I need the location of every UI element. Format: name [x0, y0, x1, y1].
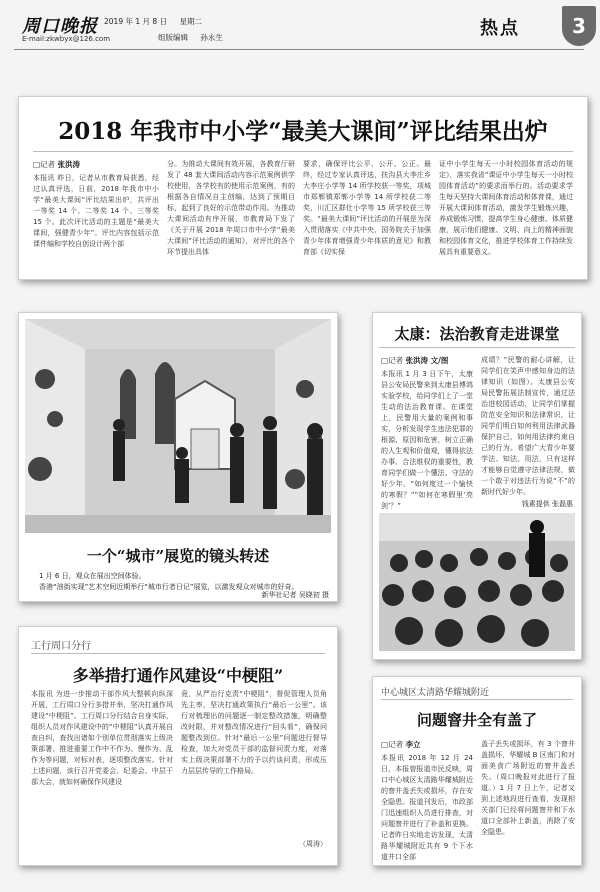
page-number-tab: 3 [562, 6, 596, 46]
exhibition-photo-credit: 新华社记者 吴晓初 摄 [261, 591, 329, 599]
section-name: 热点 [480, 18, 520, 39]
byline-label: □记者 [381, 740, 404, 749]
issue-date: 2019 年 1 月 8 日 [104, 17, 168, 26]
taikang-headline: 太康：法治教育走进课堂 [394, 325, 560, 343]
masthead [8, 4, 592, 48]
byline-name: 张洪涛 文/图 [405, 356, 449, 365]
byline-label: □记者 [381, 356, 404, 365]
masthead-editor-line [158, 32, 233, 43]
manhole-byline [381, 739, 420, 750]
bank-column-1: 本报讯 为进一步推动干部作风大整顿向纵深开展，工行周口分行多措并举，坚决打通作风建设“中梗阻”。工行周口分行结合自身实际，组织人员对作风建设中的“中梗阻”认真开展自查自纠，查找出诸如个别单位贯彻落实上级决策部署、推进重要工作中不作为、慢作为、乱作为等问题，对标对表，逐项整改落实。针对上述问题，该行召开党委会、纪委会、中层干部大会，就如何确保作风建设 [31, 690, 173, 786]
taikang-byline [381, 355, 448, 366]
editor-name: 孙永生 [200, 33, 223, 42]
bank-headline: 多举措打通作风建设“中梗阻” [72, 666, 284, 685]
classroom-photo [379, 513, 575, 651]
newspaper-title: 周口晚报 [22, 16, 98, 37]
masthead-date-line [104, 16, 212, 27]
lead-story-card [18, 96, 588, 280]
manhole-column-1: 本报讯 2018 年 12 月 24 日，本报曾报道市民反映，周口中心城区太清路华耀城附近的窨井盖丢失或损坏，存在安全隐患。报道刊发后，市政部门迅速组织人员进行排查，对问题窨井进行了补盖和更换。记者昨日实地走访发现，太清路华耀城附近共有 9 个下水道井口全部 [381, 754, 473, 861]
editor-label: 组版编辑 [158, 33, 188, 42]
manhole-kicker: 中心城区太清路华耀城附近 [381, 688, 490, 698]
bank-note: （周涛） [299, 840, 327, 848]
bank-story-card [18, 626, 338, 866]
manhole-column-2: 盖子丢失或损坏，有 3 个窨井盖损坏，华耀城 B 区南门和对面美食广场附近的窨井盖丢失。（周口晚报对此进行了报道。）1 月 7 日上午，记者又到上述地段进行查看，发现相关部门已经将问题窨井和下水道口全部补上新盖，消除了安全隐患。 [481, 740, 575, 836]
manhole-story-card [372, 676, 582, 866]
issue-weekday: 星期二 [179, 17, 202, 26]
masthead-email: E-mail:zkwbyx@126.com [22, 35, 111, 43]
lead-column-3: 要求，确保评比公平、公开、公正。最终，经过专家认真评选，扶沟县大李庄乡大李庄小学等 14 所学校获一等奖，项城市郑郸镇郑郸小学等 14 所学校获二等奖，川汇区群仕小学等 15 所学校获三等奖。“最美大课间”评比活动的开展是为深入贯彻落实《中共中央、国务院关于加强青少年体育增强青少年体质的意见》和教育部《切实保 [303, 160, 431, 256]
bank-column-2: 竟，从严治行克责“中梗阻”，督促管理人员角先主率，坚决打通政策执行“最后一公里”。该行对梳理出的问题逐一制定整改措施，明确整改时限，并对整改情况进行“回头看”，确保问题整改到位。针对“最后一公里”问题进行督导检查，加大对党员干部的监督问责力度，对落实上级决策部署不力的予以约谈问责，形成压力层层传导的工作格局。 [181, 690, 327, 775]
lead-headline: 2018 年我市中小学“最美大课间”评比结果出炉 [58, 118, 548, 145]
taikang-column-2: 成绩？”民警的耐心讲解，让同学们在笑声中感知身边的法律知识（如图）。太康县公安局民警拓展法制宣传，通过法治进校园活动，让同学们掌握防范安全知识和法律常识，让同学们明白如何利用法律武器保护自己，如何用法律约束自己的行为。希望广大青少年要学法、知法、用法，只有这样才能够自觉遵守法律法规，做一个敢于对违法行为说“不”的新时代好少年。 [481, 356, 575, 496]
taikang-story-card [372, 312, 582, 660]
bank-kicker: 工行周口分行 [31, 641, 91, 652]
city-exhibition-card [18, 312, 338, 602]
byline-name: 李立 [405, 740, 421, 749]
exhibition-photo [25, 319, 331, 533]
taikang-column-1: 本报讯 1 月 3 日下午，太康县公安局民警来到太康县博鸿实验学校，给同学们上了一堂生动的法治教育课。在课堂上，民警用大量的案例和事实，分析发现学生违法犯罪的根源、原因和危害，树立正确的人生观和价值观，懂得依法办事、合法维权的重要性，教育同学们做一个懂法、守法的好少年。“如何度过一个愉快的寒假？”“如何在寒假里‘亮剑’？” [381, 370, 473, 510]
byline-label: □记者 [33, 160, 56, 169]
masthead-divider [14, 49, 584, 50]
lead-byline [33, 159, 80, 170]
exhibition-caption-1: 1 月 6 日，观众在展出空间体验。 [39, 572, 146, 580]
taikang-photo-credit: 钱素提供 张磊惠 [521, 500, 573, 508]
bank-kicker-rule [31, 653, 325, 654]
exhibition-caption-2: 香港“油街实现”艺术空间近期举行“城市行者日记”展览，以激发观众对城市的好奇。 [39, 583, 299, 591]
lead-headline-rule [33, 151, 573, 152]
exhibition-headline: 一个“城市”展览的镜头转述 [86, 547, 270, 565]
lead-column-1: 本报讯 昨日，记者从市教育局获悉，经过认真评选，日前，2018 年我市中小学“最美大课间”评比结果出炉，共评出一等奖 14 个、二等奖 14 个、三等奖 15 个。此次评比活动的主题是“最美大课间，强健青少年”。评比内容包括示范课件编和学校自创设计两个部 [33, 174, 159, 248]
manhole-headline: 问题窨井全有盖了 [416, 711, 537, 729]
byline-name: 张洪涛 [57, 160, 80, 169]
manhole-kicker-rule [381, 699, 573, 700]
taikang-headline-rule [379, 347, 575, 348]
lead-column-4: 证中小学生每天一小时校园体育活动的规定》，落实我省“课证中小学生每天一小时校园体育活动”的要求而举行的。活动要求学生每天坚持大课间体育活动和体育课，通过开展大课间体育活动，激发学生锻炼兴趣，养成锻炼习惯，提高学生身心健康、体质健康，展示他们健康、文明、向上的精神面貌和校园体育文化，推进学校体育工作持续发展具有重要意义。 [439, 160, 573, 256]
lead-column-2: 分。为推动大课间有效开展，各教育厅研发了 48 套大课间活动内容示范案例供学校使用，各学校有的使用示范案例，有的根据各自情况自主创编，达到了预期目标，起到了良好的示范带动作用。为推动大课间活动有序开展，市教育局下发了《关于开展 2018 年周口市中小学“最美大课间”评比活动的通知》，对评比的各个环节提出具体 [167, 160, 295, 256]
